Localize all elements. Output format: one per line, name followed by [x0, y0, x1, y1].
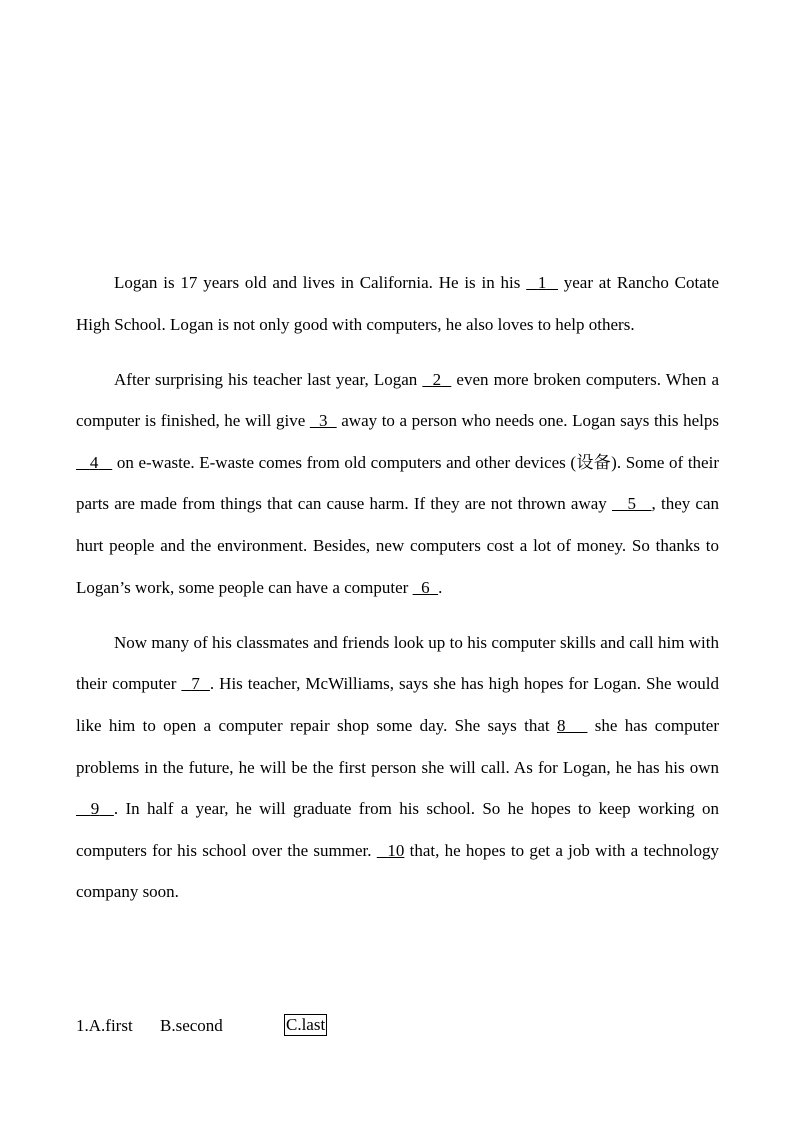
cloze-passage — [76, 262, 719, 926]
passage-text: . His teacher, McWilliams, says she has high hopes for Logan. She would like him to open a computer repair shop some day. She says that — [76, 674, 720, 735]
blank-4: 4 — [89, 452, 99, 472]
passage-text: even more broken computers. When a computer is finished, he will give — [76, 369, 720, 431]
blank-7: 7 — [191, 674, 200, 694]
paragraph-2 — [76, 359, 719, 609]
blank-3: 3 — [319, 411, 328, 431]
blank-2: 2 — [432, 369, 442, 389]
blank-5: 5 — [627, 494, 637, 514]
blank-9: 9 — [90, 799, 100, 819]
passage-text: away to a person who needs one. Logan says this helps — [336, 411, 719, 431]
passage-text: year at Rancho Cotate High School. Logan is not only good with computers, he also loves to help others. — [76, 273, 720, 334]
passage-text: that, he hopes to get a job with a technology company soon. — [76, 840, 720, 902]
passage-text: Now many of his classmates and friends look up to his computer skills and call him with their computer — [76, 632, 719, 694]
blank-6: 6 — [421, 577, 430, 597]
passage-text: Logan is 17 years old and lives in California. He is in his — [114, 273, 527, 292]
passage-text: she has computer problems in the future, he will be the first person she will call. As for Logan, he has his own — [76, 715, 720, 777]
passage-text: . In half a year, he will graduate from his school. So he hopes to keep working on computers for his school over the summer. — [76, 799, 720, 860]
option-b[interactable]: B.second — [160, 1016, 223, 1035]
blank-8: 8 — [556, 715, 566, 735]
option-a[interactable]: 1.A.first — [76, 1016, 133, 1035]
passage-text: . — [438, 577, 443, 597]
passage-text: After surprising his teacher last year, Logan — [114, 369, 423, 389]
paragraph-3 — [76, 622, 719, 913]
option-c-selected[interactable]: C.last — [286, 1015, 326, 1034]
passage-text: on e-waste. E-waste comes from old computers and other devices (设备). Some of their parts are made from things that can cause harm. If they are not thrown away — [76, 452, 719, 514]
passage-text: , they can hurt people and the environment. Besides, new computers cost a lot of money. So thanks to Logan’s work, some people can have a computer — [76, 494, 720, 597]
blank-10: 10 — [387, 840, 405, 860]
blank-1: 1 — [537, 273, 547, 292]
paragraph-1 — [76, 262, 719, 345]
